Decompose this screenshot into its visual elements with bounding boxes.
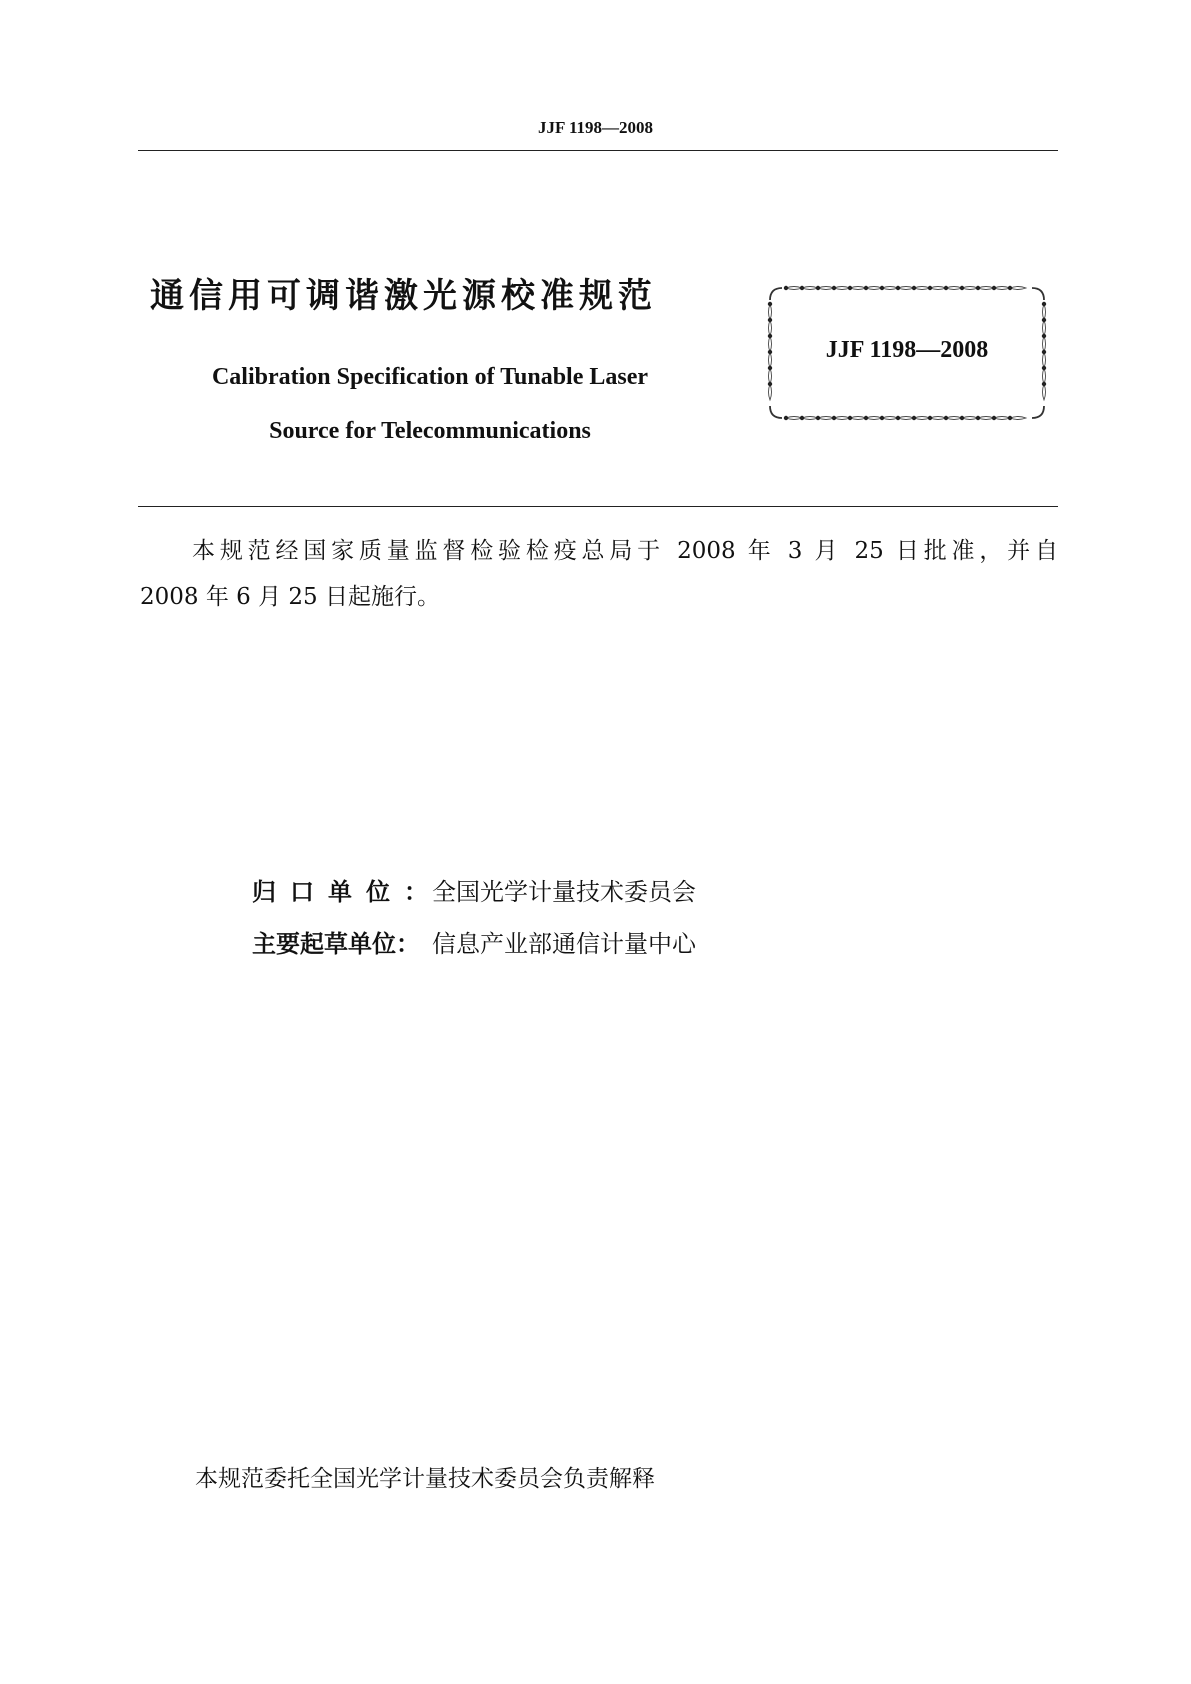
drafting-unit-row: [252, 924, 696, 959]
english-title: [140, 350, 720, 458]
english-title-line-1: Calibration Specification of Tunable Laser: [211, 364, 649, 390]
responsible-unit-label: 归口单位：: [252, 878, 442, 906]
standard-code: JJF 1198—2008: [825, 337, 989, 363]
interpretation-note: 本规范委托全国光学计量技术委员会负责解释: [195, 1466, 655, 1492]
approval-line-2: 2008 年 6 月 25 日起施行。: [140, 584, 440, 610]
approval-line-1: 本规范经国家质量监督检验检疫总局于 2008 年 3 月 25 日批准，并自: [192, 538, 1058, 564]
chinese-title: 通信用可调谐激光源校准规范: [150, 276, 657, 316]
responsible-unit-value: 全国光学计量技术委员会: [432, 878, 696, 906]
title-rule: [138, 506, 1058, 507]
drafting-unit-label: 主要起草单位：: [252, 930, 420, 958]
header-rule: [138, 150, 1058, 151]
running-header-code: JJF 1198—2008: [537, 118, 654, 137]
responsible-unit-row: [252, 872, 696, 907]
drafting-unit-value: 信息产业部通信计量中心: [432, 930, 696, 958]
english-title-line-2: Source for Telecommunications: [269, 418, 591, 444]
